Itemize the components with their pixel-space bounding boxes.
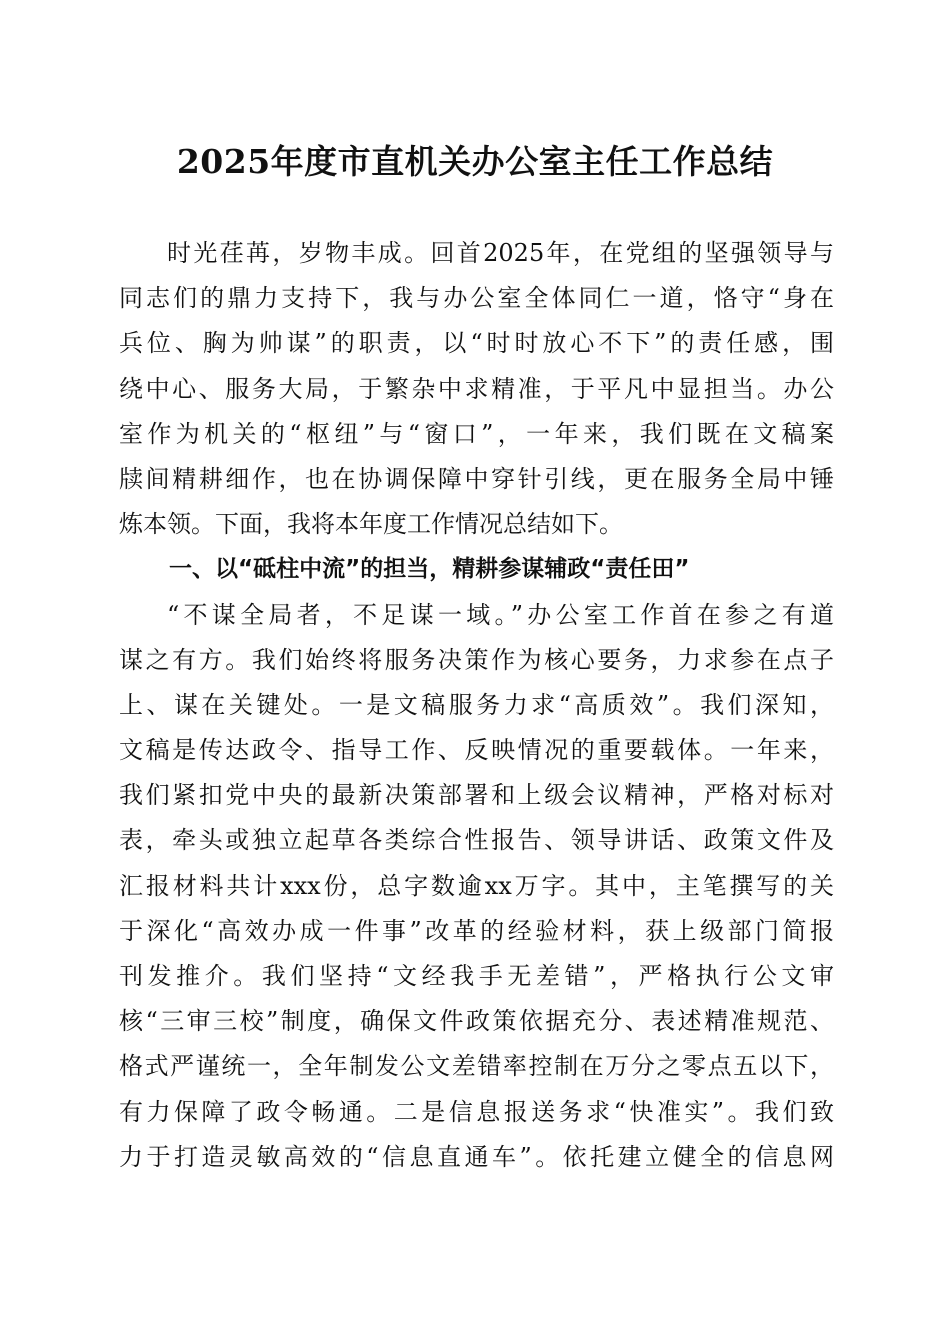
paragraph-line: 上、谋在关键处。一是文稿服务力求“高质效”。我们深知，	[119, 690, 834, 719]
paragraph-line: 同志们的鼎力支持下，我与办公室全体同仁一道，恪守“身在	[119, 284, 834, 313]
paragraph-line: 力于打造灵敏高效的“信息直通车”。依托建立健全的信息网	[119, 1142, 834, 1171]
paragraph-line: 兵位、胸为帅谋”的职责，以“时时放心不下”的责任感，围	[119, 329, 834, 358]
paragraph-line: 刊发推介。我们坚持“文经我手无差错”，严格执行公文审	[119, 962, 834, 990]
paragraph-line: 文稿是传达政令、指导工作、反映情况的重要载体。一年来，	[119, 736, 834, 765]
paragraph-line: 谋之有方。我们始终将服务决策作为核心要务，力求参在点子	[119, 645, 834, 674]
paragraph-line: 绕中心、服务大局，于繁杂中求精准，于平凡中显担当。办公	[119, 374, 834, 403]
paragraph-line: 核“三审三校”制度，确保文件政策依据充分、表述精准规范、	[119, 1007, 834, 1036]
paragraph-line: 牍间精耕细作，也在协调保障中穿针引线，更在服务全局中锤	[119, 464, 834, 493]
paragraph-line: 室作为机关的“枢纽”与“窗口”，一年来，我们既在文稿案	[119, 419, 834, 448]
paragraph-line: 炼本领。下面，我将本年度工作情况总结如下。	[119, 510, 623, 539]
document-title: 2025年度市直机关办公室主任工作总结	[176, 142, 774, 181]
section-heading: 一、以“砥柱中流”的担当，精耕参谋辅政“责任田”	[169, 556, 690, 583]
paragraph-line: 格式严谨统一，全年制发公文差错率控制在万分之零点五以下，	[119, 1052, 834, 1081]
paragraph-line: 于深化“高效办成一件事”改革的经验材料，获上级部门简报	[119, 916, 834, 945]
document-body	[119, 231, 834, 1180]
paragraph-line: 表，牵头或独立起草各类综合性报告、领导讲话、政策文件及	[119, 826, 834, 855]
paragraph-line: 汇报材料共计xxx份，总字数逾xx万字。其中，主笔撰写的关	[119, 871, 834, 900]
paragraph-line: 我们紧扣党中央的最新决策部署和上级会议精神，严格对标对	[119, 781, 834, 810]
paragraph-line: “不谋全局者，不足谋一域。”办公室工作首在参之有道	[167, 600, 834, 629]
paragraph-line: 有力保障了政令畅通。二是信息报送务求“快准实”。我们致	[119, 1097, 834, 1126]
paragraph-line: 时光荏苒，岁物丰成。回首2025年，在党组的坚强领导与	[167, 239, 834, 267]
